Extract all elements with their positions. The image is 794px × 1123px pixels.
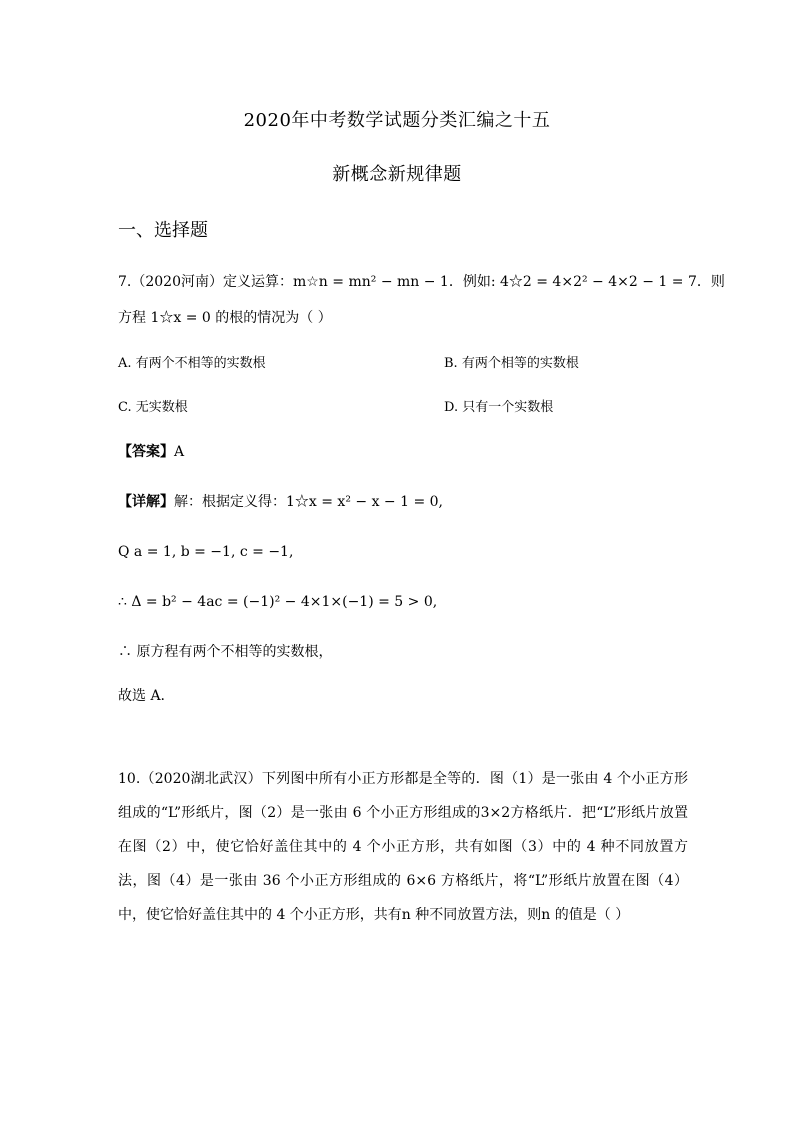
section-heading: 一、选择题 (118, 220, 208, 241)
q7-option-b: B. 有两个相等的实数根 (444, 356, 579, 371)
answer-label: 【答案】 (118, 444, 174, 460)
document-title: 2020年中考数学试题分类汇编之十五 (243, 110, 551, 131)
q7-stem-line1: 7.（2020河南）定义运算：m☆n = mn² − mn − 1．例如: 4☆2 = 4×2² − 4×2 − 1 = 7．则 (118, 274, 725, 290)
q7-detail-line4: ∴ 原方程有两个不相等的实数根， (118, 644, 333, 660)
document-subtitle: 新概念新规律题 (332, 164, 462, 185)
q7-detail-line1 (118, 492, 718, 512)
q10-stem: 10.（2020湖北武汉）下列图中所有小正方形都是全等的．图（1）是一张由 4 个小正方形组成的“L”形纸片，图（2）是一张由 6 个小正方形组成的3×2方格纸片．把“L”形纸片放置在图（2）中，使它恰好盖住其中的 4 个小正方形，共有如图（3）中的 4 种不同放置方法，图（4）是一张由 36 个小正方形组成的 6×6 方格纸片，将“L”形纸片放置在图（4）中，使它恰好盖住其中的 4 个小正方形，共有n 种不同放置方法，则n 的值是（ ） (118, 771, 688, 923)
q7-detail-line2: Q a = 1, b = −1, c = −1, (118, 544, 294, 560)
q7-option-a: A. 有两个不相等的实数根 (118, 356, 266, 371)
detail-text-1: 解：根据定义得：1☆x = x² − x − 1 = 0, (174, 494, 443, 510)
answer-value: A (174, 444, 185, 460)
q7-detail-line5: 故选 A. (118, 688, 166, 704)
q7-answer (118, 442, 718, 462)
q7-stem-line2: 方程 1☆x = 0 的根的情况为（ ） (118, 310, 332, 326)
q7-option-c: C. 无实数根 (118, 400, 188, 415)
detail-label: 【详解】 (118, 494, 174, 510)
q7-detail-line3: ∴ Δ = b² − 4ac = (−1)² − 4×1×(−1) = 5 > 0, (118, 594, 438, 610)
q7-option-d: D. 只有一个实数根 (444, 400, 554, 415)
